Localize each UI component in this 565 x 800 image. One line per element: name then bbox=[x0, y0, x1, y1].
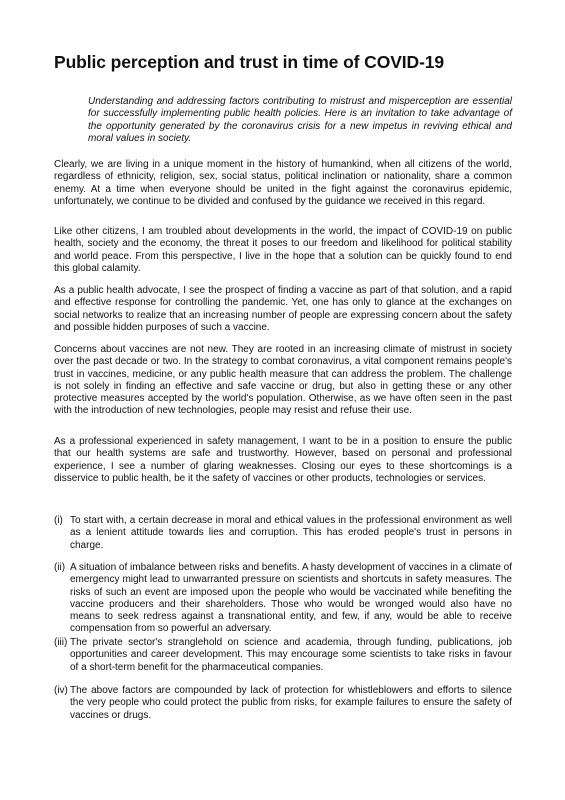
list-marker: (iv) bbox=[54, 685, 68, 696]
list-item-2 bbox=[54, 562, 512, 636]
paragraph-4: Concerns about vaccines are not new. They are rooted in an increasing climate of mistrust in society over the past decade or two. In the strategy to combat coronavirus, a vital component remains people's trust in vaccines, medicine, or any public health measure that can address the problem. The challenge is not solely in finding an effective and safe vaccine or drug, but also in getting these or any other protective measures accepted by the world's population. Otherwise, as we have often seen in the past with the introduction of new technologies, people may resist and refuse their use. bbox=[54, 344, 512, 417]
paragraph-3: As a public health advocate, I see the prospect of finding a vaccine as part of that solution, and a rapid and effective response for controlling the pandemic. Yet, one has only to glance at the exchanges on social networks to realize that an increasing number of people are expressing concern about the safety and possible hidden purposes of such a vaccine. bbox=[54, 285, 512, 333]
paragraph-5: As a professional experienced in safety management, I want to be in a position to ensure the public that our health systems are safe and trustworthy. However, based on personal and professional experience, I see a number of glaring weaknesses. Closing our eyes to these shortcomings is a disservice to public health, be it the safety of vaccines or other products, technologies or services. bbox=[54, 436, 512, 484]
paragraph-2: Like other citizens, I am troubled about developments in the world, the impact of COVID-19 on public health, society and the economy, the threat it poses to our freedom and likelihood for political stability and world peace. From this perspective, I live in the hope that a solution can be quickly found to end this global calamity. bbox=[54, 226, 512, 274]
list-item-4 bbox=[54, 685, 512, 722]
paragraph-1: Clearly, we are living in a unique moment in the history of humankind, when all citizens of the world, regardless of ethnicity, religion, sex, social status, political inclination or nationality, share a common enemy. At a time when everyone should be united in the fight against the coronavirus epidemic, unfortunately, we continue to be divided and confused by the guidance we received in this regard. bbox=[54, 159, 512, 207]
list-marker: (ii) bbox=[54, 562, 66, 573]
document-title: Public perception and trust in time of COVID-19 bbox=[54, 52, 445, 72]
list-item-1 bbox=[54, 515, 512, 552]
list-marker: (i) bbox=[54, 515, 63, 526]
list-item-text: To start with, a certain decrease in moral and ethical values in the professional environment as well as a lenient attitude towards lies and corruption. This has eroded people's trust in persons in charge. bbox=[70, 515, 512, 551]
list-item-text: The above factors are compounded by lack of protection for whistleblowers and efforts to silence the very people who could protect the public from risks, for example failures to ensure the safety of vaccines or drugs. bbox=[70, 685, 512, 721]
abstract: Understanding and addressing factors contributing to mistrust and misperception are essential for successfully implementing public health policies. Here is an invitation to take advantage of the opportunity generated by the coronavirus crisis for a new impetus in reviving ethical and moral values in society. bbox=[88, 96, 512, 144]
list-item-text: The private sector's stranglehold on science and academia, through funding, publications, job opportunities and career development. This may encourage some scientists to take risks in favour of a short-term benefit for the pharmaceutical companies. bbox=[70, 637, 512, 673]
list-marker: (iii) bbox=[54, 637, 68, 648]
list-item-text: A situation of imbalance between risks and benefits. A hasty development of vaccines in a climate of emergency might lead to unwarranted pressure on scientists and shortcuts in safety measures. The risks of such an event are imposed upon the people who would be vaccinated while benefiting the vaccine producers and their shareholders. Those who would be wronged would also have no means to seek redress against a transnational entity, and few, if any, would be able to receive compensation from so powerful an adversary. bbox=[70, 562, 512, 635]
list-item-3 bbox=[54, 637, 512, 674]
